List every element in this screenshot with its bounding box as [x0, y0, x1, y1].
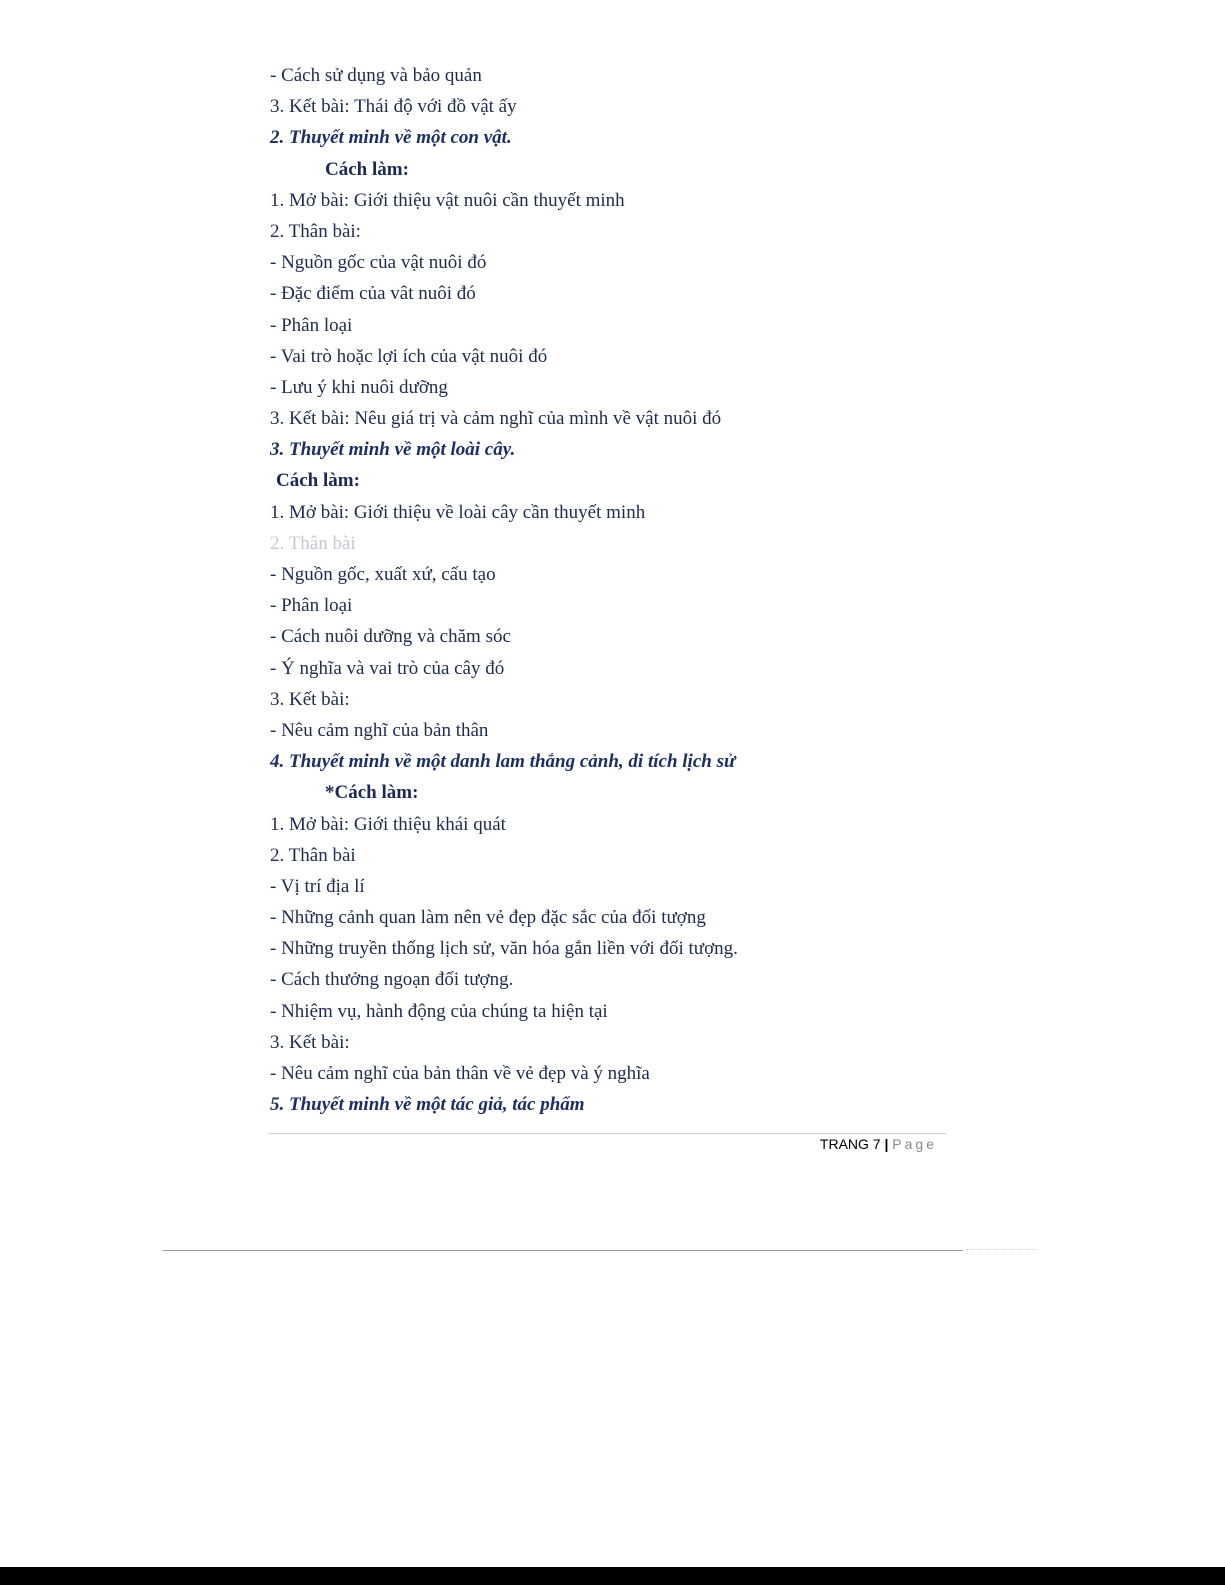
page-word: Page — [892, 1136, 937, 1152]
method-heading: *Cách làm: — [325, 782, 419, 804]
page-number — [820, 1135, 937, 1153]
page-break-rule — [163, 1250, 963, 1251]
bottom-bar — [0, 1567, 1225, 1585]
page-label: TRANG 7 — [819, 1136, 881, 1152]
text-line: 3. Kết bài: — [270, 688, 350, 710]
text-line: 1. Mở bài: Giới thiệu vật nuôi cần thuyết minh — [270, 189, 625, 211]
text-line: - Nêu cảm nghĩ của bản thân — [270, 719, 489, 741]
section-heading: 2. Thuyết minh về một con vật. — [270, 127, 512, 149]
text-line: - Phân loại — [270, 314, 353, 336]
text-line: 3. Kết bài: Thái độ với đồ vật ấy — [270, 96, 517, 118]
text-line: 2. Thân bài — [270, 532, 356, 554]
text-line: - Phân loại — [270, 595, 353, 617]
method-heading: Cách làm: — [325, 158, 409, 180]
text-line: - Vai trò hoặc lợi ích của vật nuôi đó — [270, 345, 548, 367]
text-line: - Nguồn gốc, xuất xứ, cấu tạo — [270, 564, 496, 585]
text-line: - Nêu cảm nghĩ của bản thân về vẻ đẹp và ý nghĩa — [270, 1063, 650, 1084]
text-line: - Nhiệm vụ, hành động của chúng ta hiện tại — [270, 1000, 608, 1022]
document-body — [270, 60, 950, 1120]
page-break-dots — [966, 1249, 1036, 1250]
text-line: 3. Kết bài: Nêu giá trị và cảm nghĩ của mình về vật nuôi đó — [270, 408, 722, 430]
section-heading: 3. Thuyết minh về một loài cây. — [270, 439, 516, 461]
section-heading: 4. Thuyết minh về một danh lam thắng cảnh, di tích lịch sử — [270, 751, 736, 773]
page-separator: | — [884, 1136, 889, 1152]
text-line: - Nguồn gốc của vật nuôi đó — [270, 252, 487, 274]
text-line: 1. Mở bài: Giới thiệu khái quát — [270, 813, 506, 835]
method-heading: Cách làm: — [276, 470, 360, 492]
text-line: - Cách thưởng ngoạn đối tượng. — [270, 969, 514, 991]
text-line: - Vị trí địa lí — [270, 875, 365, 897]
text-line: - Lưu ý khi nuôi dưỡng — [270, 376, 448, 398]
text-line: 3. Kết bài: — [270, 1031, 350, 1053]
text-line: 1. Mở bài: Giới thiệu về loài cây cần thuyết minh — [270, 501, 646, 523]
text-line: - Những truyền thống lịch sử, văn hóa gắn liền với đối tượng. — [270, 938, 738, 960]
text-line: - Cách nuôi dưỡng và chăm sóc — [270, 626, 511, 648]
text-line: - Cách sử dụng và bảo quản — [270, 65, 482, 86]
text-line: - Ý nghĩa và vai trò của cây đó — [270, 657, 505, 679]
footer-divider — [268, 1133, 946, 1134]
text-line: - Đặc điểm của vât nuôi đó — [270, 283, 476, 305]
section-heading: 5. Thuyết minh về một tác giả, tác phẩm — [270, 1094, 585, 1116]
text-line: 2. Thân bài: — [270, 220, 361, 242]
text-line: 2. Thân bài — [270, 844, 356, 866]
text-line: - Những cảnh quan làm nên vẻ đẹp đặc sắc của đối tượng — [270, 907, 706, 929]
